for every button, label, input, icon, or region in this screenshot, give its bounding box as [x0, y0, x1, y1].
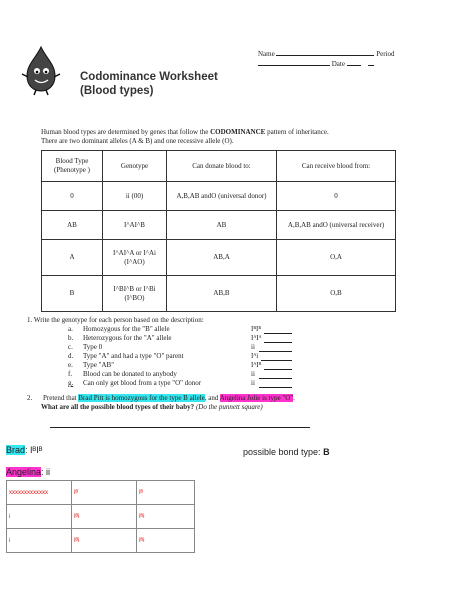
table-row: A I^AI^A or I^Ai (I^AO) AB,A O,A	[42, 240, 396, 276]
worksheet-title	[80, 70, 218, 98]
possible-blood-type: possible bond type: B	[243, 447, 330, 457]
answer-e: IᴬIᴮ	[251, 361, 262, 369]
answer-d: Iᴬi	[251, 352, 259, 360]
brad-highlight: Brad Pitt is homozygous for the type B allele	[78, 394, 205, 402]
blood-type-table	[41, 150, 396, 312]
blood-drop-mascot-icon	[18, 44, 64, 96]
table-header-row	[42, 151, 396, 182]
codominance-term: CODOMINANCE	[210, 128, 266, 136]
header-receive: Can receive blood from:	[277, 151, 396, 182]
title-line-2: (Blood types)	[80, 85, 154, 97]
list-item: d. Type "A" and had a type "O" parent Iᴬi	[68, 352, 328, 361]
date-field	[258, 60, 374, 68]
table-row: 0 ii (00) A,B,AB andO (universal donor) 0	[42, 182, 396, 211]
table-row: AB I^AI^B AB A,B,AB andO (universal receiver)	[42, 211, 396, 240]
period-label: Period	[376, 50, 395, 58]
list-item: g. Can only get blood from a type "O" donor ii	[68, 379, 328, 388]
header-donate: Can donate blood to:	[167, 151, 277, 182]
name-label: Name	[258, 50, 275, 58]
answer-g: ii	[251, 379, 255, 387]
list-item: f. Blood can be donated to anybody ii	[68, 370, 328, 379]
brad-genotype: Brad: IᴮIᴮ	[6, 445, 43, 455]
question-2-ask: What are all the possible blood types of their baby? (Do the punnett square)	[41, 403, 263, 411]
intro-text	[41, 128, 329, 146]
header-blood-type: Blood Type (Phenotype )	[42, 151, 103, 182]
list-item: e. Type "AB" IᴬIᴮ	[68, 361, 328, 370]
list-item: b. Heterozygous for the "A" allele IᴬIᴬ	[68, 334, 328, 343]
question-1-prompt: 1. Write the genotype for each person based on the description:	[27, 316, 204, 324]
list-item: a. Homozygous for the "B" allele IᴮIᴮ	[68, 325, 328, 334]
answer-line[interactable]	[50, 427, 310, 428]
list-item: c. Type 0 ii	[68, 343, 328, 352]
question-2: 2. Pretend that Brad Pitt is homozygous for the type B allele, and Angelina Jolie is type "O".	[27, 394, 295, 402]
table-row: B I^BI^B or I^Bi (I^BO) AB,B O,B	[42, 276, 396, 312]
answer-c: ii	[251, 343, 255, 351]
intro-line-1: Human blood types are determined by genes that follow the CODOMINANCE pattern of inheritance.	[41, 128, 329, 136]
intro-line-2: There are two dominant alleles (A & B) and one recessive allele (O).	[41, 137, 234, 145]
header-genotype: Genotype	[103, 151, 167, 182]
angelina-genotype: Angelina: ii	[6, 467, 51, 477]
punnett-square	[6, 480, 195, 553]
table-row: i Iᴮi Iᴮi	[7, 529, 195, 553]
name-blank[interactable]	[276, 55, 374, 56]
table-row: xxxxxxxxxxxxx Iᴮ Iᴮ	[7, 481, 195, 505]
answer-a: IᴮIᴮ	[251, 325, 262, 333]
date-line-blank[interactable]	[258, 65, 330, 66]
name-field	[258, 50, 395, 58]
angelina-highlight: Angelina Jolie is type "O"	[219, 394, 294, 402]
title-line-1: Codominance Worksheet	[80, 71, 218, 83]
date-label: Date	[331, 60, 345, 68]
date-blank[interactable]	[347, 65, 361, 66]
answer-f: ii	[251, 370, 255, 378]
table-row: i Iᴮi Iᴮi	[7, 505, 195, 529]
answer-b: IᴬIᴬ	[251, 334, 262, 342]
